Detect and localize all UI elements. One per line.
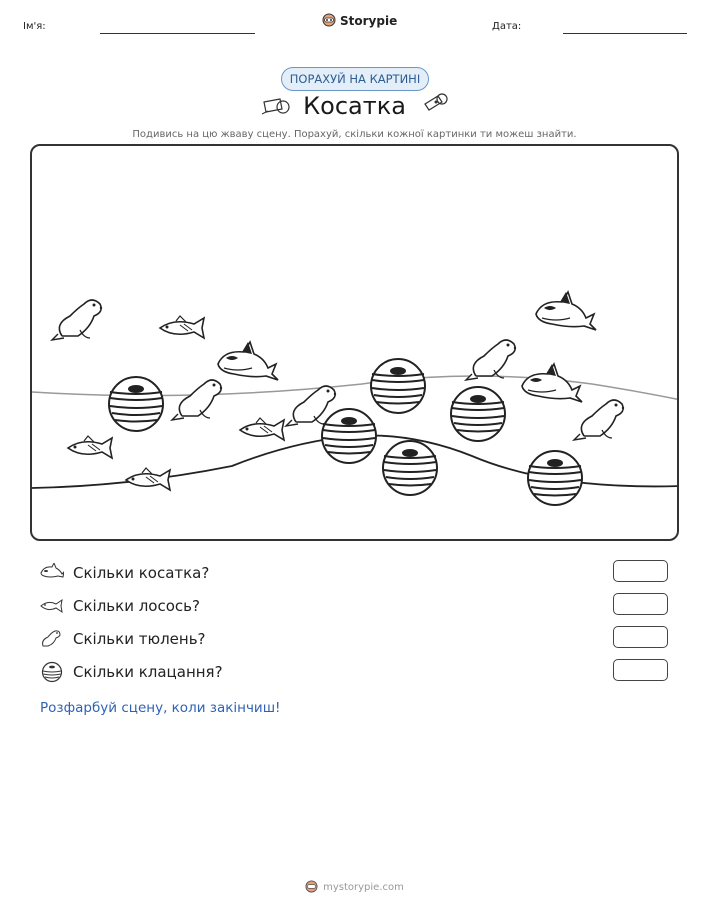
- orca: [536, 292, 596, 330]
- click-ball: [371, 359, 425, 413]
- click-ball: [322, 409, 376, 463]
- click-ball: [528, 451, 582, 505]
- seal: [466, 340, 516, 380]
- orca-icon: [40, 563, 64, 583]
- click-ball-icon: [40, 661, 64, 683]
- question-seal: [40, 627, 206, 651]
- question-text: Скільки лосось?: [73, 597, 200, 615]
- storypie-mascot-icon: [322, 13, 336, 28]
- seal: [172, 380, 222, 420]
- answer-box-orca[interactable]: [613, 560, 668, 582]
- seal-icon: [40, 629, 64, 649]
- click-ball: [109, 377, 163, 431]
- orca: [522, 364, 582, 402]
- coloring-instruction: Розфарбуй сцену, коли закінчиш!: [40, 700, 281, 716]
- name-label: Ім'я:: [23, 21, 46, 32]
- footer: [0, 880, 709, 894]
- question-salmon: [40, 594, 200, 618]
- salmon: [126, 468, 170, 490]
- name-line[interactable]: [100, 33, 255, 34]
- seal: [52, 300, 102, 340]
- click-ball: [383, 441, 437, 495]
- answer-box-click[interactable]: [613, 659, 668, 681]
- page-title: Косатка: [303, 92, 406, 120]
- brand-name: Storypie: [340, 13, 398, 28]
- salmon: [68, 436, 112, 458]
- answer-box-salmon[interactable]: [613, 593, 668, 615]
- question-text: Скільки клацання?: [73, 663, 223, 681]
- counting-scene: [30, 144, 679, 541]
- count-badge: ПОРАХУЙ НА КАРТИНІ: [281, 67, 429, 91]
- question-text: Скільки косатка?: [73, 564, 210, 582]
- answer-box-seal[interactable]: [613, 626, 668, 648]
- date-label: Дата:: [492, 21, 522, 32]
- seal: [574, 400, 624, 440]
- salmon: [240, 418, 284, 440]
- question-text: Скільки тюлень?: [73, 630, 206, 648]
- brand-logo: [322, 13, 397, 28]
- click-ball: [451, 387, 505, 441]
- orca: [218, 342, 278, 380]
- storypie-mascot-icon: [305, 880, 318, 894]
- whistle-icon-right: [420, 90, 450, 116]
- footer-url[interactable]: mystorypie.com: [323, 881, 404, 893]
- page-subtitle: Подивись на цю жваву сцену. Порахуй, скільки кожної картинки ти можеш знайти.: [132, 129, 577, 140]
- date-line[interactable]: [563, 33, 687, 34]
- scene-illustration: [32, 146, 679, 541]
- salmon-icon: [40, 596, 64, 616]
- question-orca: [40, 561, 209, 585]
- question-click: [40, 660, 223, 684]
- salmon: [160, 316, 204, 338]
